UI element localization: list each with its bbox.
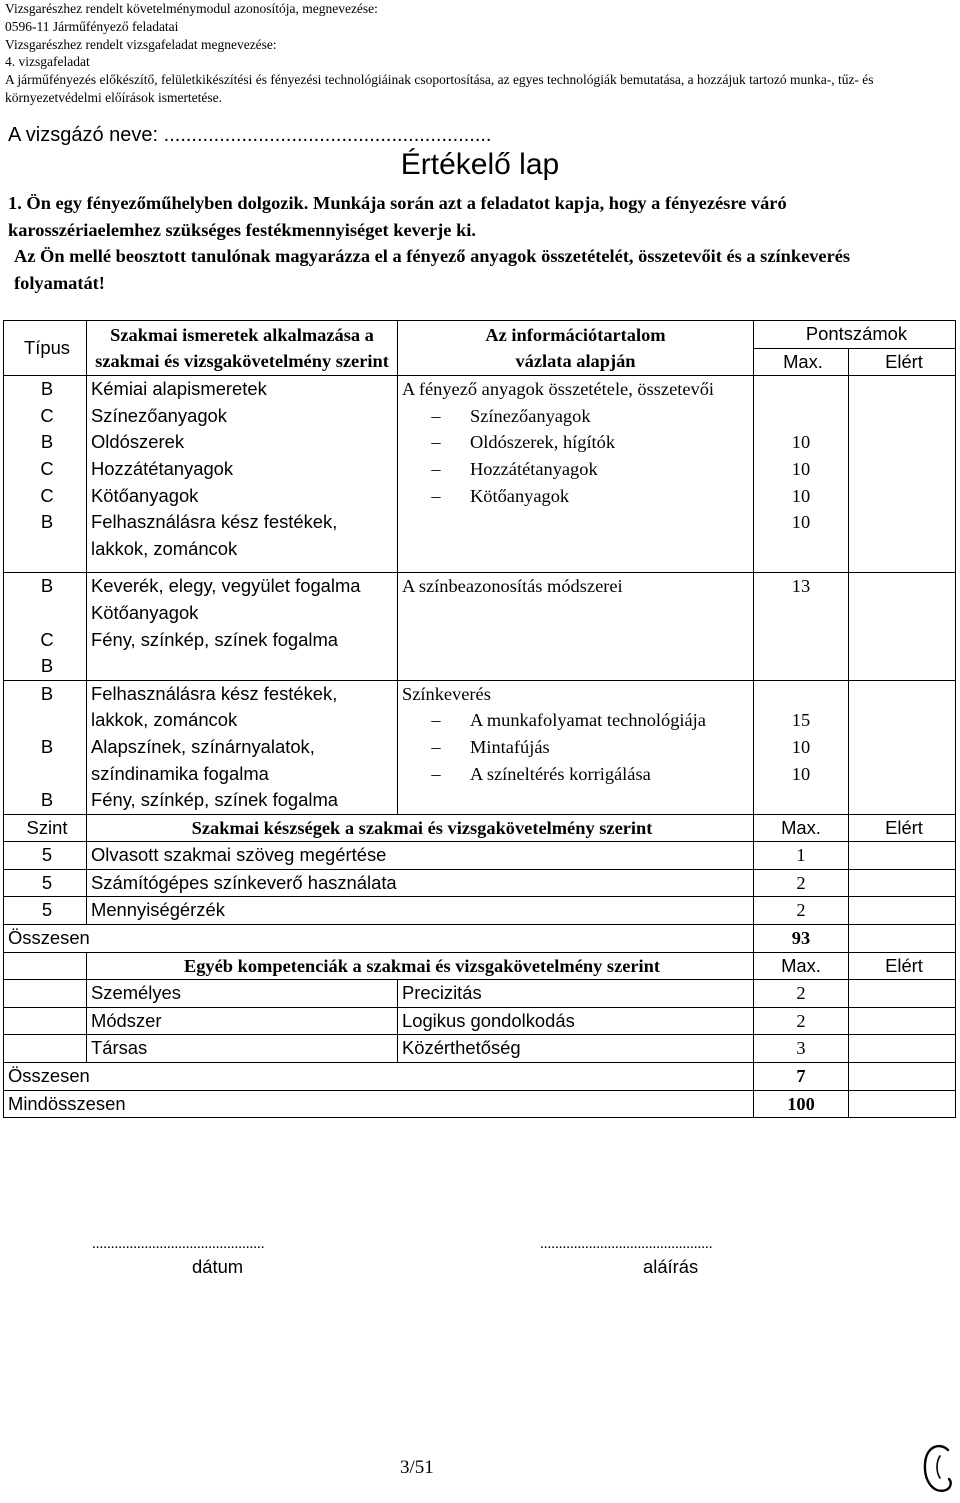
achieved-cell[interactable] <box>849 680 956 814</box>
table-row: Társas Közérthetőség 3 <box>4 1035 956 1063</box>
achieved-cell[interactable] <box>849 897 956 925</box>
subtotal-value: 7 <box>754 1063 849 1091</box>
task-number: 4. vizsgafeladat <box>5 54 90 70</box>
task-paragraph: 1. Ön egy fényezőműhelyben dolgozik. Munkája során azt a feladatot kapja, hogy a fényezésre váró karosszériaelemhez szükséges festékmennyiséget keverje ki. <box>8 193 787 240</box>
max-header: Max. <box>754 952 849 980</box>
knowledge-cell: Keverék, elegy, vegyület fogalma Kötőanyagok Fény, színkép, színek fogalma <box>87 573 398 680</box>
page-title: Értékelő lap <box>400 148 560 181</box>
table-row: 5 Mennyiségérzék 2 <box>4 897 956 925</box>
subtotal-value: 93 <box>754 925 849 953</box>
achieved-cell[interactable] <box>849 1063 956 1091</box>
date-line[interactable]: .............................................. <box>92 1236 265 1252</box>
subtotal-row <box>4 925 956 953</box>
grand-total-value: 100 <box>754 1090 849 1118</box>
table-row: 5 Olvasott szakmai szöveg megértése 1 <box>4 842 956 870</box>
task-paragraph: Az Ön mellé beosztott tanulónak magyarázza el a fényező anyagok összetételét, összetevőit és a színkeverés folyamatát! <box>14 246 851 294</box>
signature-line[interactable]: .............................................. <box>540 1236 713 1252</box>
points-header: Pontszámok <box>754 321 956 349</box>
info-cell: A fényező anyagok összetétele, összetevői – Színezőanyagok – Oldószerek, hígítók – Hozzátétanyagok – Kötőanyagok <box>398 376 754 573</box>
max-header: Max. <box>754 348 849 376</box>
info-cell: A színbeazonosítás módszerei <box>398 573 754 680</box>
max-header: Max. <box>754 814 849 842</box>
achieved-cell[interactable] <box>849 573 956 680</box>
subtotal-label: Összesen <box>4 1063 754 1091</box>
achieved-header: Elért <box>849 952 956 980</box>
subtotal-label: Összesen <box>4 925 754 953</box>
grand-total-row <box>4 1090 956 1118</box>
module-name: 0596-11 Járműfényező feladatai <box>5 18 179 34</box>
max-cell: 15 10 10 <box>754 680 849 814</box>
achieved-cell[interactable] <box>849 842 956 870</box>
evaluation-table <box>3 320 956 1118</box>
grand-total-label: Mindösszesen <box>4 1090 754 1118</box>
task-description: A járműfényezés előkészítő, felületkikészítési és fényezési technológiáinak csoportosítása, az egyes technológiák bemutatása, a hozzájuk tartozó munka-, tűz- és környezetvédelmi előírások ismertetése. <box>5 72 874 105</box>
table-row: Módszer Logikus gondolkodás 2 <box>4 1007 956 1035</box>
achieved-cell[interactable] <box>849 980 956 1008</box>
achieved-header: Elért <box>849 348 956 376</box>
achieved-cell[interactable] <box>849 376 956 573</box>
knowledge-group <box>4 376 956 573</box>
date-label: dátum <box>192 1256 244 1277</box>
knowledge-cell: Felhasználásra kész festékek, lakkok, zománcok Alapszínek, színárnyalatok, színdinamika fogalma Fény, színkép, színek fogalma <box>87 680 398 814</box>
type-cell: B B B <box>4 680 87 814</box>
achieved-header: Elért <box>849 814 956 842</box>
task-text <box>8 190 878 297</box>
table-row: Személyes Precizitás 2 <box>4 980 956 1008</box>
table-header-row <box>4 321 956 349</box>
max-cell: 10 10 10 10 <box>754 376 849 573</box>
module-label: Vizsgarészhez rendelt követelménymodul azonosítója, megnevezése: <box>5 1 378 16</box>
achieved-cell[interactable] <box>849 869 956 897</box>
info-cell: Színkeverés – A munkafolyamat technológiája – Mintafújás – A színeltérés korrigálása <box>398 680 754 814</box>
page-number: 3/51 <box>400 1457 434 1478</box>
achieved-cell[interactable] <box>849 925 956 953</box>
max-cell: 13 <box>754 573 849 680</box>
skills-header-row <box>4 814 956 842</box>
knowledge-group <box>4 573 956 680</box>
task-label: Vizsgarészhez rendelt vizsgafeladat megnevezése: <box>5 36 277 52</box>
examinee-name-field: A vizsgázó neve: ........................................................... <box>8 124 492 146</box>
handwritten-initial-icon <box>918 1438 956 1498</box>
type-cell: B C B <box>4 573 87 680</box>
skills-title: Szakmai készségek a szakmai és vizsgakövetelmény szerint <box>87 814 754 842</box>
page-header <box>5 0 955 107</box>
info-header: Az információtartalom vázlata alapján <box>398 321 754 376</box>
type-cell: B C B C C B <box>4 376 87 573</box>
achieved-cell[interactable] <box>849 1007 956 1035</box>
competences-header-row <box>4 952 956 980</box>
table-row: 5 Számítógépes színkeverő használata 2 <box>4 869 956 897</box>
knowledge-group <box>4 680 956 814</box>
signature-label: aláírás <box>643 1256 699 1277</box>
achieved-cell[interactable] <box>849 1090 956 1118</box>
subtotal-row <box>4 1063 956 1091</box>
type-header: Típus <box>4 321 87 376</box>
knowledge-header: Szakmai ismeretek alkalmazása a szakmai és vizsgakövetelmény szerint <box>87 321 398 376</box>
knowledge-cell: Kémiai alapismeretek Színezőanyagok Oldószerek Hozzátétanyagok Kötőanyagok Felhasználásra kész festékek, lakkok, zománcok <box>87 376 398 573</box>
achieved-cell[interactable] <box>849 1035 956 1063</box>
level-header: Szint <box>4 814 87 842</box>
competences-title: Egyéb kompetenciák a szakmai és vizsgakövetelmény szerint <box>87 952 754 980</box>
